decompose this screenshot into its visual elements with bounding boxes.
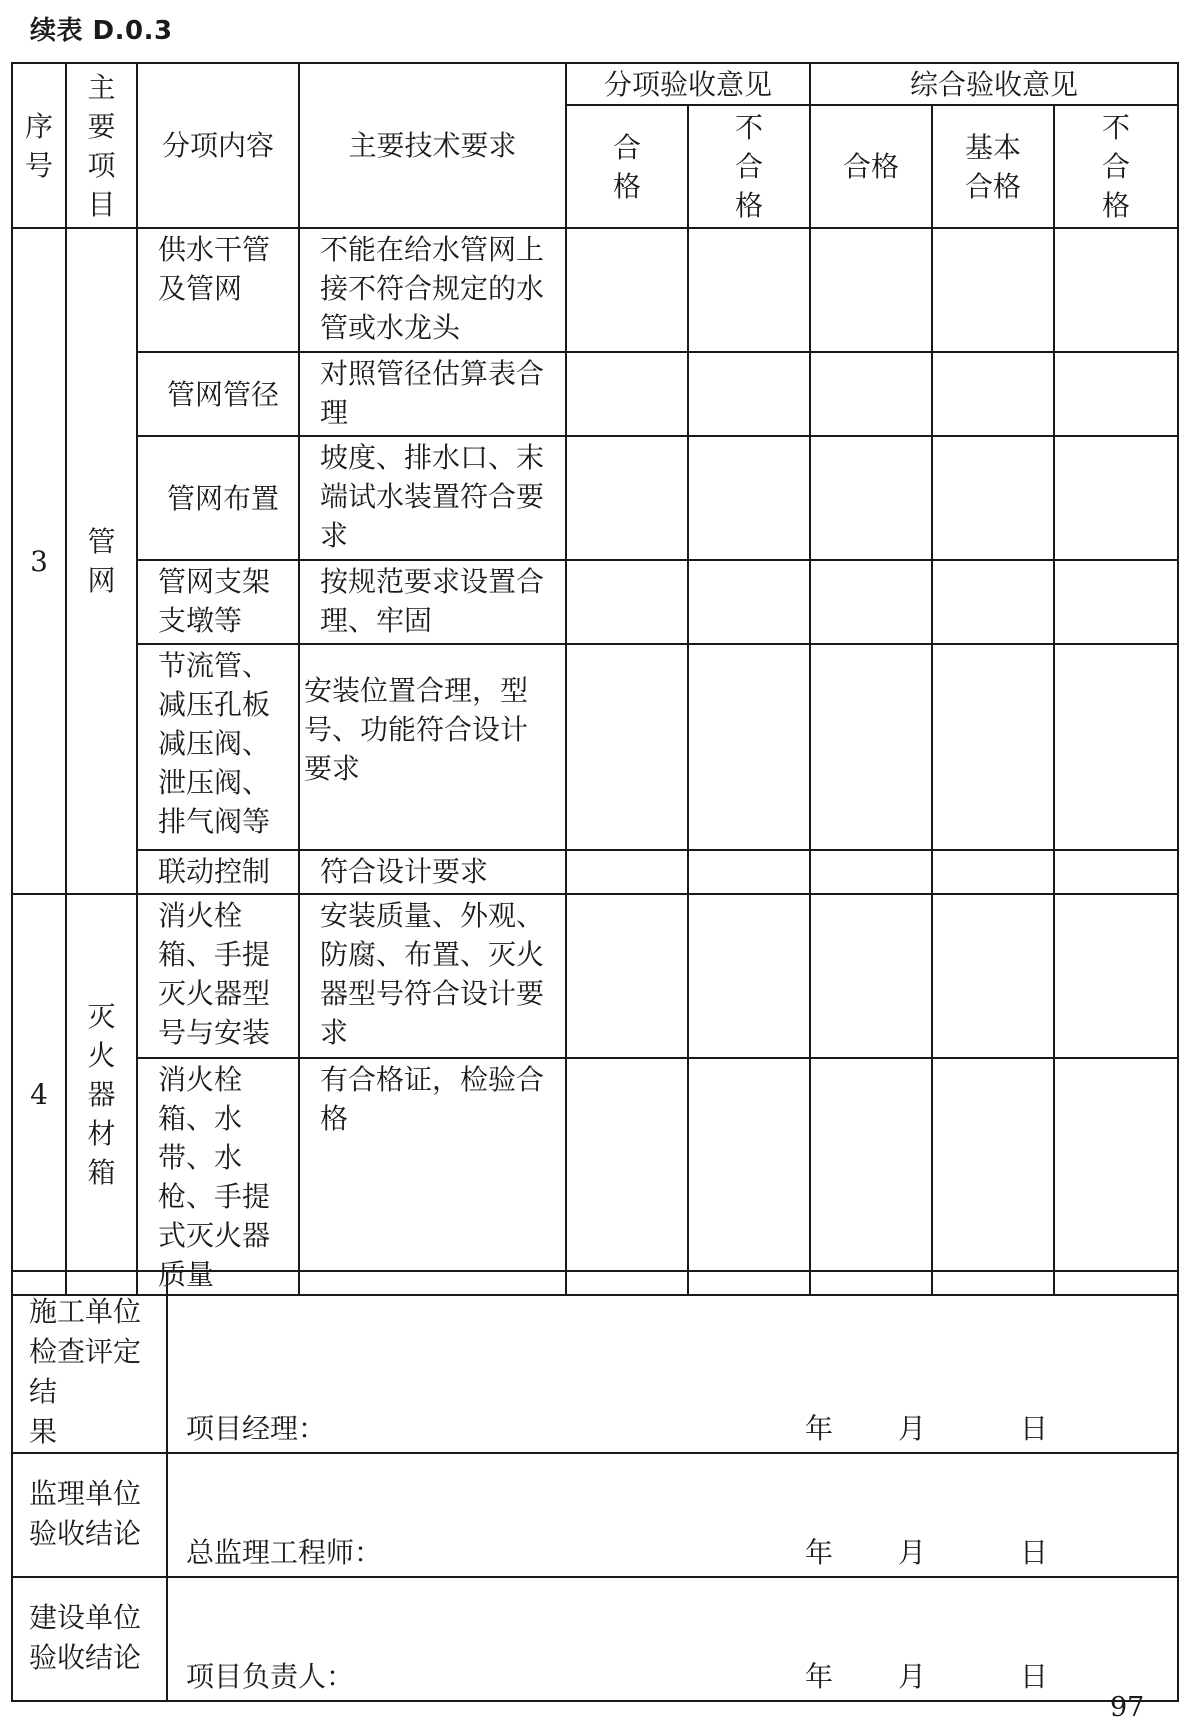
table-row bbox=[12, 894, 1178, 1058]
chief-supervisor-label: 总监理工程师： bbox=[186, 1536, 383, 1569]
seq-cell: 4 bbox=[12, 894, 66, 1295]
fail-cell[interactable] bbox=[688, 560, 810, 644]
fail-cell[interactable] bbox=[688, 1058, 810, 1295]
project-lead-label: 项目负责人： bbox=[186, 1660, 355, 1693]
table-row bbox=[12, 560, 1178, 644]
overall-pass-cell[interactable] bbox=[810, 894, 932, 1058]
overall-fail-cell[interactable] bbox=[1054, 228, 1178, 352]
header-overall-fail: 不合格 bbox=[1054, 105, 1178, 228]
pass-cell[interactable] bbox=[566, 228, 688, 352]
overall-fail-cell[interactable] bbox=[1054, 1058, 1178, 1295]
sub-content-cell: 管网支架支墩等 bbox=[137, 560, 299, 644]
pass-cell[interactable] bbox=[566, 560, 688, 644]
header-overall-opinion: 综合验收意见 bbox=[810, 63, 1178, 105]
main-item-cell: 管网 bbox=[66, 228, 137, 894]
project-manager-label: 项目经理： bbox=[186, 1412, 327, 1445]
header-sub-content: 分项内容 bbox=[137, 63, 299, 228]
basic-pass-cell[interactable] bbox=[932, 894, 1054, 1058]
header-seq: 序号 bbox=[12, 63, 66, 228]
tech-requirement-cell: 安装质量、外观、防腐、布置、灭火器型号符合设计要求 bbox=[299, 894, 566, 1058]
sub-content-cell: 供水干管及管网 bbox=[137, 228, 299, 352]
pass-cell[interactable] bbox=[566, 850, 688, 894]
header-basic-pass: 基本合格 bbox=[932, 105, 1054, 228]
overall-fail-cell[interactable] bbox=[1054, 850, 1178, 894]
month-label: 月 bbox=[898, 1660, 927, 1693]
table-row bbox=[12, 228, 1178, 352]
seq-cell: 3 bbox=[12, 228, 66, 894]
overall-pass-cell[interactable] bbox=[810, 1058, 932, 1295]
table-row bbox=[12, 436, 1178, 560]
signoff-area[interactable] bbox=[167, 1453, 1178, 1577]
overall-pass-cell[interactable] bbox=[810, 560, 932, 644]
tech-requirement-cell: 安装位置合理，型号、功能符合设计要求 bbox=[299, 644, 566, 850]
table-row bbox=[12, 352, 1178, 436]
day-label: 日 bbox=[1020, 1412, 1049, 1445]
header-pass: 合格 bbox=[566, 105, 688, 228]
fail-cell[interactable] bbox=[688, 352, 810, 436]
pass-cell[interactable] bbox=[566, 436, 688, 560]
tech-requirement-cell: 按规范要求设置合理、牢固 bbox=[299, 560, 566, 644]
header-sub-opinion: 分项验收意见 bbox=[566, 63, 810, 105]
pass-cell[interactable] bbox=[566, 352, 688, 436]
sub-content-cell: 联动控制 bbox=[137, 850, 299, 894]
sub-content-cell: 节流管、减压孔板减压阀、泄压阀、排气阀等 bbox=[137, 644, 299, 850]
basic-pass-cell[interactable] bbox=[932, 1058, 1054, 1295]
overall-fail-cell[interactable] bbox=[1054, 644, 1178, 850]
tech-requirement-cell: 对照管径估算表合理 bbox=[299, 352, 566, 436]
tech-requirement-cell: 不能在给水管网上接不符合规定的水管或水龙头 bbox=[299, 228, 566, 352]
month-label: 月 bbox=[898, 1412, 927, 1445]
sub-content-cell: 管网布置 bbox=[137, 436, 299, 560]
fail-cell[interactable] bbox=[688, 436, 810, 560]
header-overall-pass: 合格 bbox=[810, 105, 932, 228]
table-row bbox=[12, 850, 1178, 894]
basic-pass-cell[interactable] bbox=[932, 850, 1054, 894]
signoff-row-construction bbox=[12, 1271, 1178, 1453]
basic-pass-cell[interactable] bbox=[932, 644, 1054, 850]
pass-cell[interactable] bbox=[566, 1058, 688, 1295]
year-label: 年 bbox=[805, 1536, 834, 1569]
header-fail: 不合格 bbox=[688, 105, 810, 228]
basic-pass-cell[interactable] bbox=[932, 228, 1054, 352]
fail-cell[interactable] bbox=[688, 228, 810, 352]
overall-fail-cell[interactable] bbox=[1054, 560, 1178, 644]
overall-pass-cell[interactable] bbox=[810, 352, 932, 436]
signoff-table bbox=[11, 1270, 1179, 1702]
fail-cell[interactable] bbox=[688, 644, 810, 850]
tech-requirement-cell: 符合设计要求 bbox=[299, 850, 566, 894]
basic-pass-cell[interactable] bbox=[932, 436, 1054, 560]
sub-content-cell: 管网管径 bbox=[137, 352, 299, 436]
day-label: 日 bbox=[1020, 1536, 1049, 1569]
signoff-label: 建设单位 验收结论 bbox=[12, 1577, 167, 1701]
overall-pass-cell[interactable] bbox=[810, 850, 932, 894]
page-number: 97 bbox=[1110, 1692, 1145, 1723]
sub-content-cell: 消火栓箱、水带、水枪、手提式灭火器质量 bbox=[137, 1058, 299, 1295]
page-title: 续表 D.0.3 bbox=[30, 16, 173, 46]
overall-pass-cell[interactable] bbox=[810, 228, 932, 352]
table-row bbox=[12, 1058, 1178, 1295]
header-row-1 bbox=[12, 63, 1178, 105]
basic-pass-cell[interactable] bbox=[932, 560, 1054, 644]
overall-fail-cell[interactable] bbox=[1054, 436, 1178, 560]
basic-pass-cell[interactable] bbox=[932, 352, 1054, 436]
signoff-row-owner bbox=[12, 1577, 1178, 1701]
sub-content-cell: 消火栓箱、手提灭火器型号与安装 bbox=[137, 894, 299, 1058]
overall-pass-cell[interactable] bbox=[810, 436, 932, 560]
year-label: 年 bbox=[805, 1412, 834, 1445]
fail-cell[interactable] bbox=[688, 894, 810, 1058]
signoff-area[interactable] bbox=[167, 1271, 1178, 1453]
signoff-area[interactable] bbox=[167, 1577, 1178, 1701]
year-label: 年 bbox=[805, 1660, 834, 1693]
main-item-cell: 灭火器材箱 bbox=[66, 894, 137, 1295]
overall-fail-cell[interactable] bbox=[1054, 894, 1178, 1058]
fail-cell[interactable] bbox=[688, 850, 810, 894]
header-main-item: 主要项目 bbox=[66, 63, 137, 228]
day-label: 日 bbox=[1020, 1660, 1049, 1693]
header-tech-requirement: 主要技术要求 bbox=[299, 63, 566, 228]
signoff-label: 施工单位 检查评定 结 果 bbox=[12, 1271, 167, 1453]
pass-cell[interactable] bbox=[566, 894, 688, 1058]
tech-requirement-cell: 有合格证，检验合格 bbox=[299, 1058, 566, 1295]
month-label: 月 bbox=[898, 1536, 927, 1569]
table-row bbox=[12, 644, 1178, 850]
pass-cell[interactable] bbox=[566, 644, 688, 850]
overall-pass-cell[interactable] bbox=[810, 644, 932, 850]
acceptance-form-table bbox=[11, 62, 1179, 1296]
signoff-row-supervision bbox=[12, 1453, 1178, 1577]
overall-fail-cell[interactable] bbox=[1054, 352, 1178, 436]
signoff-label: 监理单位 验收结论 bbox=[12, 1453, 167, 1577]
tech-requirement-cell: 坡度、排水口、末端试水装置符合要求 bbox=[299, 436, 566, 560]
